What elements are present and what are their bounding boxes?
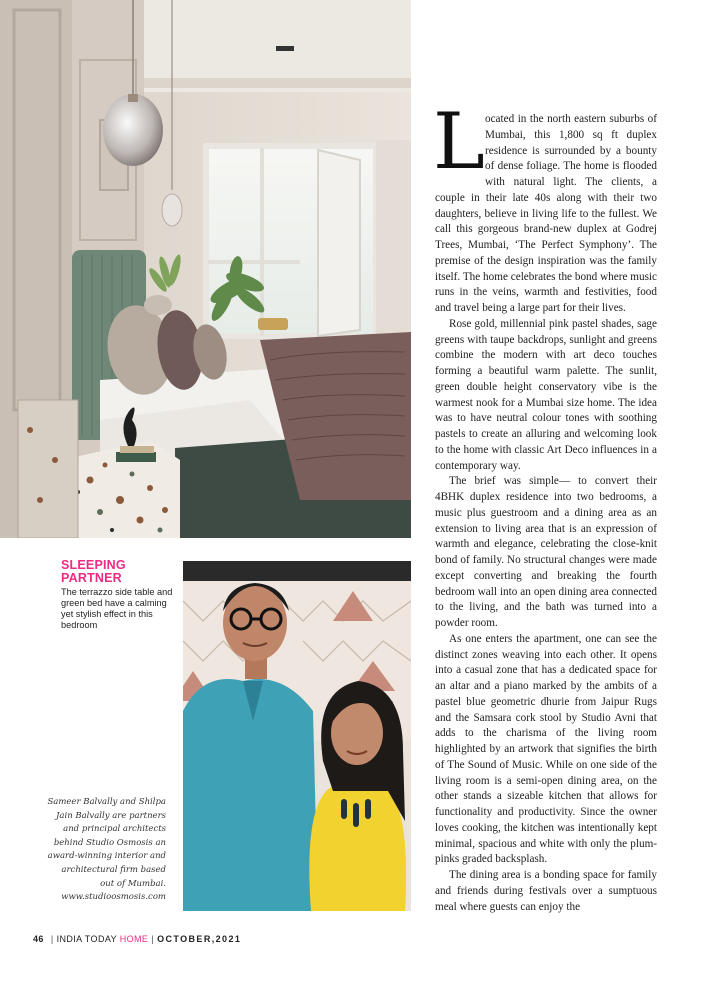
footer-divider: | bbox=[151, 934, 155, 944]
article-paragraph: The dining area is a bonding space for family and friends during festivals over a sumptuous meal where guests can enjoy the bbox=[435, 869, 657, 913]
magazine-name: INDIA TODAY bbox=[56, 934, 117, 944]
caption-title-line1: SLEEPING bbox=[61, 558, 126, 572]
article-paragraph bbox=[433, 97, 657, 317]
article-body bbox=[433, 97, 657, 915]
magazine-section: HOME bbox=[119, 934, 149, 944]
article-paragraph: As one enters the apartment, one can see the distinct zones weaving into each other. It opens into a casual zone that has a dedicated space for an altar and a piano marked by the ambits of a pastel blue geometric dhurie from Jaipur Rugs and the Samsara cork stool by Studio Avni that adds to the charisma of the living room highlighted by an artwork that signifies the birth of The Sound of Music. While on one side of the living room is a semi-open dining area, on the other stands a sizeable kitchen that allows for functionality and productivity. Since the owner loves cooking, the kitchen was intentionally kept minimal, spacious and white with only the plum-pinks graded backsplash. bbox=[435, 632, 657, 866]
article-paragraph: The brief was simple— to convert their 4BHK duplex residence into two bedrooms, a music plus guestroom and a dining area as an extension to living area that is an expression of warmth and elegance, celebrating the close-knit bond of family. No structural changes were made except converting and breaking the fourth bedroom wall into an open dining area connected to the living, and the bath was turned into a powder room. bbox=[435, 475, 657, 629]
page-number: 46 bbox=[33, 934, 44, 944]
drop-cap: L bbox=[433, 97, 485, 187]
caption-body: The terrazzo side table and green bed have a calming yet stylish effect in this bedroom bbox=[61, 587, 173, 630]
architects-portrait-photo bbox=[183, 561, 411, 911]
article-paragraph-text: ocated in the north eastern suburbs of Mumbai, this 1,800 sq ft duplex residence is surrounded by a bounty of dense foliage. The home is flooded with natural light. The clients, a couple in their late 40s along with their two daughters, believe in living life to the fullest. We call this gorgeous brand-new duplex at Godrej Trees, Mumbai, ‘The Perfect Symphony’. The premise of the design inspiration was the family itself. The home celebrates the bond where music runs in the veins, warmth and festivities, food and travel being a large part for their lives. bbox=[435, 113, 657, 314]
caption-title-line2: PARTNER bbox=[61, 571, 122, 585]
page-footer bbox=[33, 934, 241, 944]
caption-title bbox=[61, 559, 171, 585]
issue-date: OCTOBER,2021 bbox=[157, 934, 242, 944]
article-paragraph: Rose gold, millennial pink pastel shades, sage greens with taupe backdrops, sunlight and greens combine the modern with art deco touches forming a beautiful warm palette. The sunlit, green double height conservatory vibe is the warmest nook for a Mumbai size home. The idea was to have neutral colour tones with soothing pastels to create an alluring and welcoming look to the home with classic Art Deco influences in a contemporary way. bbox=[435, 317, 657, 472]
footer-divider: | bbox=[50, 934, 54, 944]
bedroom-photo bbox=[0, 0, 411, 538]
architects-bio: Sameer Balvally and Shilpa Jain Balvally are partners and principal architects behind Studio Osmosis an award-winning interior and architectural firm based out of Mumbai. www.studioosmosis.com bbox=[47, 797, 166, 903]
